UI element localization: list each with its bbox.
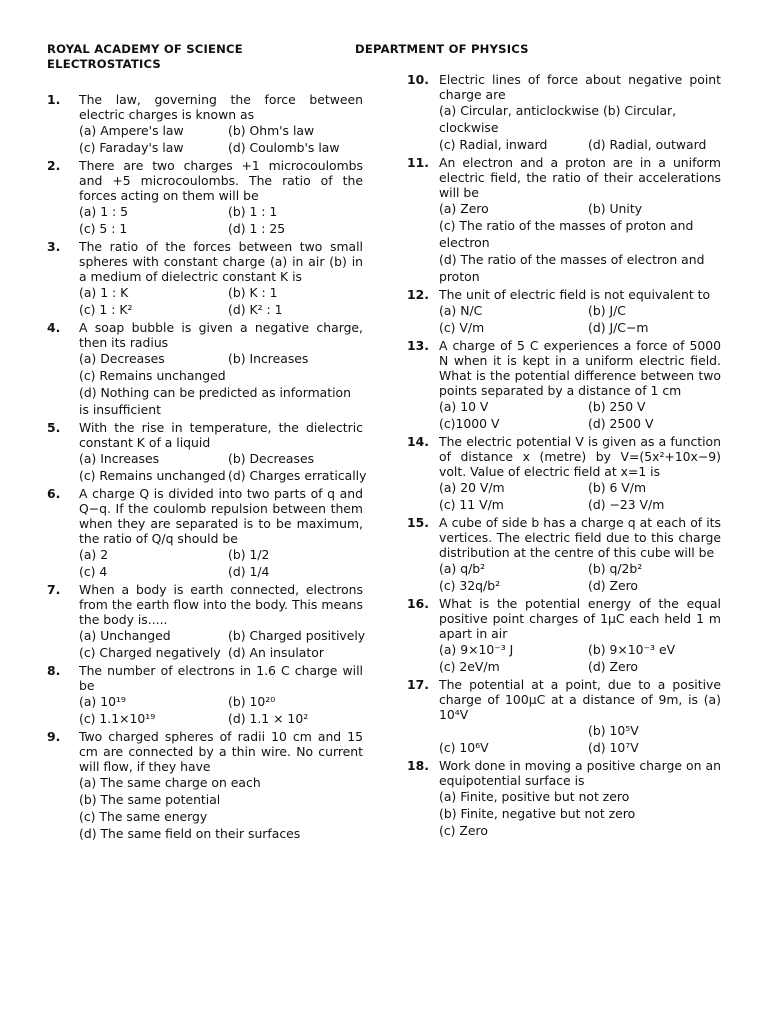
options-group: [439, 302, 721, 336]
question-6: [47, 486, 363, 580]
answer-option: (c) Zero: [439, 823, 488, 838]
question-9: [47, 729, 363, 842]
left-column: [47, 92, 367, 844]
answer-option: (c) 32q/b²: [439, 578, 501, 593]
question-11: [407, 155, 721, 285]
answer-option: (b) Charged positively: [228, 628, 366, 643]
answer-option: (a) Ampere's law: [79, 123, 184, 138]
question-7: [47, 582, 366, 661]
question-number: 15.: [407, 515, 429, 530]
answer-option: (d) K² : 1: [228, 302, 283, 317]
answer-option: (d) Zero: [588, 659, 638, 674]
question-text: The potential at a point, due to a positive charge of 100μC at a distance of 9m, is (a) 10⁴V: [439, 677, 721, 722]
answer-option: (b) 1 : 1: [228, 204, 278, 219]
question-17: [407, 677, 721, 756]
answer-option: (c) 10⁶V: [439, 740, 489, 755]
question-number: 3.: [47, 239, 61, 254]
options-group: [439, 788, 721, 839]
question-10: [407, 72, 721, 153]
answer-option: (b) 250 V: [588, 399, 646, 414]
question-number: 1.: [47, 92, 61, 107]
question-14: [407, 434, 721, 513]
options-group: [79, 203, 363, 237]
question-number: 17.: [407, 677, 429, 692]
answer-option: (a) 9×10⁻³ J: [439, 642, 514, 657]
answer-option: (a) 20 V/m: [439, 480, 505, 495]
options-group: [79, 450, 367, 484]
answer-option: (b) Finite, negative but not zero: [439, 806, 636, 821]
answer-option: (a) Unchanged: [79, 628, 171, 643]
question-number: 16.: [407, 596, 429, 611]
question-number: 10.: [407, 72, 429, 87]
question-text: A cube of side b has a charge q at each of its vertices. The electric field due to this charge distribution at the centre of this cube will be: [439, 515, 721, 560]
answer-option: (c) V/m: [439, 320, 485, 335]
answer-option: (b) 10²⁰: [228, 694, 276, 709]
answer-option: (b) 10⁵V: [588, 723, 639, 738]
answer-option: (d) 1/4: [228, 564, 270, 579]
answer-option: (a) 10¹⁹: [79, 694, 126, 709]
answer-option: (d) An insulator: [228, 645, 324, 660]
answer-option: (b) The same potential: [79, 792, 221, 807]
right-column: [407, 72, 721, 841]
question-number: 4.: [47, 320, 61, 335]
answer-option: (a) Decreases: [79, 351, 165, 366]
answer-option: (b) Unity: [588, 201, 643, 216]
answer-option: (c) 11 V/m: [439, 497, 504, 512]
answer-option: (c) Radial, inward: [439, 137, 548, 152]
answer-option: (b) q/2b²: [588, 561, 643, 576]
options-group: [439, 200, 721, 285]
answer-option: (b) Decreases: [228, 451, 315, 466]
answer-option: (b) 9×10⁻³ eV: [588, 642, 676, 657]
answer-option: (d) The ratio of the masses of electron and proton: [439, 252, 705, 284]
options-group: [439, 641, 721, 675]
answer-option: (d) Nothing can be predicted as information is insufficient: [79, 385, 351, 417]
question-text: A charge of 5 C experiences a force of 5000 N when it is kept in a uniform electric field. What is the potential difference between two points separated by a distance of 1 cm: [439, 338, 721, 398]
topic-title: ELECTROSTATICS: [47, 57, 161, 71]
question-number: 6.: [47, 486, 61, 501]
question-13: [407, 338, 721, 432]
answer-option: (c) Faraday's law: [79, 140, 184, 155]
answer-option: (a) Finite, positive but not zero: [439, 789, 630, 804]
question-number: 11.: [407, 155, 429, 170]
answer-option: (c) 1.1×10¹⁹: [79, 711, 156, 726]
question-5: [47, 420, 367, 484]
answer-option: (d) Radial, outward: [588, 137, 707, 152]
answer-option: (d) 2500 V: [588, 416, 654, 431]
options-group: [439, 479, 721, 513]
question-2: [47, 158, 363, 237]
question-16: [407, 596, 721, 675]
answer-option: (d) J/C−m: [588, 320, 649, 335]
school-name: ROYAL ACADEMY OF SCIENCE: [47, 42, 243, 56]
options-group: [79, 774, 363, 842]
answer-option: (a) The same charge on each: [79, 775, 261, 790]
options-group: [439, 398, 721, 432]
options-group: [439, 722, 721, 756]
answer-option: (a) q/b²: [439, 561, 486, 576]
answer-option: (d) Zero: [588, 578, 638, 593]
options-group: [79, 693, 363, 727]
question-text: A soap bubble is given a negative charge, then its radius: [79, 320, 363, 350]
question-number: 9.: [47, 729, 61, 744]
answer-option: (c) The same energy: [79, 809, 208, 824]
answer-option: (b) Increases: [228, 351, 309, 366]
answer-option: (a) Increases: [79, 451, 160, 466]
answer-option: (d) 10⁷V: [588, 740, 639, 755]
question-text: What is the potential energy of the equal positive point charges of 1μC each held 1 m apart in air: [439, 596, 721, 641]
question-4: [47, 320, 363, 418]
header-left: [47, 42, 243, 72]
question-text: Electric lines of force about negative point charge are: [439, 72, 721, 102]
question-number: 5.: [47, 420, 61, 435]
answer-option: (c) 1 : K²: [79, 302, 133, 317]
question-text: An electron and a proton are in a uniform electric field, the ratio of their accelerations will be: [439, 155, 721, 200]
answer-option: (c) 2eV/m: [439, 659, 500, 674]
answer-option: (b) K : 1: [228, 285, 278, 300]
question-text: Two charged spheres of radii 10 cm and 15 cm are connected by a thin wire. No current will flow, if they have: [79, 729, 363, 774]
question-text: The ratio of the forces between two small spheres with constant charge (a) in air (b) in a medium of dielectric constant K is: [79, 239, 363, 284]
question-number: 12.: [407, 287, 429, 302]
answer-option: (a) 1 : K: [79, 285, 129, 300]
question-text: The law, governing the force between electric charges is known as: [79, 92, 363, 122]
answer-option: (c)1000 V: [439, 416, 500, 431]
question-number: 8.: [47, 663, 61, 678]
answer-option: (d) Charges erratically: [228, 468, 367, 483]
answer-option: (d) 1.1 × 10²: [228, 711, 309, 726]
answer-option: (d) 1 : 25: [228, 221, 286, 236]
answer-option: (a) 2: [79, 547, 109, 562]
answer-option: (c) The ratio of the masses of proton and electron: [439, 218, 694, 250]
department-name: DEPARTMENT OF PHYSICS: [355, 42, 529, 56]
answer-option: (c) 5 : 1: [79, 221, 128, 236]
question-number: 14.: [407, 434, 429, 449]
answer-option: (b) Ohm's law: [228, 123, 315, 138]
answer-option: (a) 10 V: [439, 399, 489, 414]
question-15: [407, 515, 721, 594]
answer-option: (d) Coulomb's law: [228, 140, 340, 155]
question-text: A charge Q is divided into two parts of q and Q−q. If the coulomb repulsion between them when they are separated is to be maximum, the ratio of Q/q should be: [79, 486, 363, 546]
question-1: [47, 92, 363, 156]
question-text: Work done in moving a positive charge on an equipotential surface is: [439, 758, 721, 788]
answer-option: (a) N/C: [439, 303, 483, 318]
answer-option: (c) Remains unchanged: [79, 368, 226, 383]
question-3: [47, 239, 363, 318]
answer-option: [439, 722, 588, 739]
answer-option: (d) The same field on their surfaces: [79, 826, 301, 841]
question-8: [47, 663, 363, 727]
options-group: [79, 122, 363, 156]
answer-option: (b) 6 V/m: [588, 480, 647, 495]
answer-option: (a) Circular, anticlockwise (b) Circular, clockwise: [439, 103, 677, 135]
question-18: [407, 758, 721, 839]
answer-option: (c) 4: [79, 564, 108, 579]
question-number: 7.: [47, 582, 61, 597]
question-text: With the rise in temperature, the dielectric constant K of a liquid: [79, 420, 363, 450]
answer-option: (b) J/C: [588, 303, 626, 318]
options-group: [79, 546, 363, 580]
options-group: [79, 350, 363, 418]
options-group: [79, 284, 363, 318]
options-group: [439, 560, 721, 594]
question-text: When a body is earth connected, electrons from the earth flow into the body. This means the body is.....: [79, 582, 363, 627]
answer-option: (a) Zero: [439, 201, 489, 216]
question-text: The number of electrons in 1.6 C charge will be: [79, 663, 363, 693]
question-text: The unit of electric field is not equivalent to: [439, 287, 711, 302]
options-group: [439, 102, 721, 153]
question-number: 18.: [407, 758, 429, 773]
question-text: There are two charges +1 microcoulombs and +5 microcoulombs. The ratio of the forces acting on them will be: [79, 158, 363, 203]
question-number: 2.: [47, 158, 61, 173]
options-group: [79, 627, 366, 661]
question-text: The electric potential V is given as a function of distance x (metre) by V=(5x²+10x−9) volt. Value of electric field at x=1 is: [439, 434, 721, 479]
answer-option: (d) −23 V/m: [588, 497, 665, 512]
answer-option: (c) Charged negatively: [79, 645, 221, 660]
answer-option: (b) 1/2: [228, 547, 270, 562]
question-number: 13.: [407, 338, 429, 353]
answer-option: (c) Remains unchanged: [79, 468, 226, 483]
answer-option: (a) 1 : 5: [79, 204, 129, 219]
question-12: [407, 287, 721, 336]
